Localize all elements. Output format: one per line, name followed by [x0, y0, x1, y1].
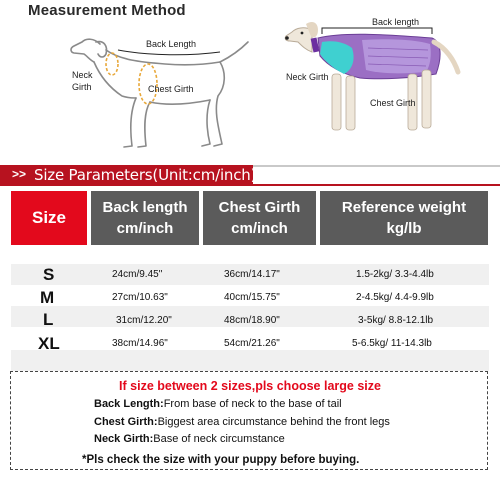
- note-chest-girth-desc: Biggest area circumstance behind the front legs: [157, 416, 390, 428]
- measurement-method-title: Measurement Method: [28, 2, 186, 19]
- size-xl: XL: [38, 334, 60, 353]
- back-length-s: 24cm/9.45": [112, 269, 163, 280]
- size-parameters-title: Size Parameters(Unit:cm/inch): [34, 166, 257, 184]
- back-length-label-right: Back length: [372, 17, 420, 27]
- double-chevron-icon: >>: [12, 167, 27, 181]
- weight-l: 3-5kg/ 8.8-12.1lb: [358, 315, 434, 326]
- back-length-xl: 38cm/14.96": [112, 338, 168, 349]
- outline-dog-diagram: [60, 26, 260, 158]
- note-neck-girth-term: Neck Girth:: [94, 433, 154, 445]
- chest-girth-l: 48cm/18.90": [224, 315, 280, 326]
- chest-girth-s: 36cm/14.17": [224, 269, 280, 280]
- header-chest-girth-line2: cm/inch: [231, 220, 288, 237]
- note-back-length-desc: From base of neck to the base of tail: [163, 398, 342, 410]
- neck-girth-marker: [106, 53, 118, 75]
- header-reference-weight: [320, 191, 488, 245]
- weight-m: 2-4.5kg/ 4.4-9.9lb: [356, 292, 434, 303]
- check-size-footer: *Pls check the size with your puppy before buying.: [82, 454, 360, 466]
- header-chest-girth-line1: Chest Girth: [218, 199, 301, 216]
- note-back-length: [94, 398, 342, 410]
- size-m: M: [40, 288, 55, 307]
- neck-girth-label-right: Neck Girth: [286, 72, 329, 82]
- weight-xl: 5-6.5kg/ 11-14.3lb: [352, 338, 432, 349]
- header-back-length-line1: Back length: [102, 199, 188, 216]
- header-back-length-line2: cm/inch: [116, 220, 174, 237]
- bar-white-extension: [253, 167, 500, 184]
- size-advice-heading: If size between 2 sizes,pls choose large size: [119, 379, 381, 393]
- header-chest-girth: [203, 191, 316, 245]
- neck-label-line1: Neck: [72, 70, 93, 80]
- header-reference-weight-line2: kg/lb: [386, 220, 422, 237]
- header-back-length: [91, 191, 199, 245]
- back-length-bracket: [322, 28, 432, 34]
- size-s: S: [43, 265, 55, 284]
- back-length-arrow: [118, 50, 220, 55]
- chest-girth-label: Chest Girth: [148, 84, 194, 94]
- chest-girth-m: 40cm/15.75": [224, 292, 280, 303]
- note-chest-girth-term: Chest Girth:: [94, 416, 158, 428]
- note-back-length-term: Back Length:: [94, 398, 164, 410]
- chest-girth-xl: 54cm/21.26": [224, 338, 280, 349]
- header-size: Size: [11, 191, 87, 245]
- table-row-bg: [11, 350, 489, 371]
- back-length-m: 27cm/10.63": [112, 292, 168, 303]
- back-length-label: Back Length: [146, 39, 197, 49]
- neck-label-line2: Girth: [72, 82, 92, 92]
- note-chest-girth: [94, 416, 390, 428]
- header-reference-weight-line1: Reference weight: [341, 199, 467, 216]
- dog-in-coat-diagram: [282, 8, 472, 143]
- weight-s: 1.5-2kg/ 3.3-4.4lb: [356, 269, 434, 280]
- chest-girth-label-right: Chest Girth: [370, 98, 416, 108]
- back-length-l: 31cm/12.20": [116, 315, 172, 326]
- note-neck-girth: [94, 433, 285, 445]
- size-l: L: [43, 310, 54, 329]
- note-neck-girth-desc: Base of neck circumstance: [153, 433, 285, 445]
